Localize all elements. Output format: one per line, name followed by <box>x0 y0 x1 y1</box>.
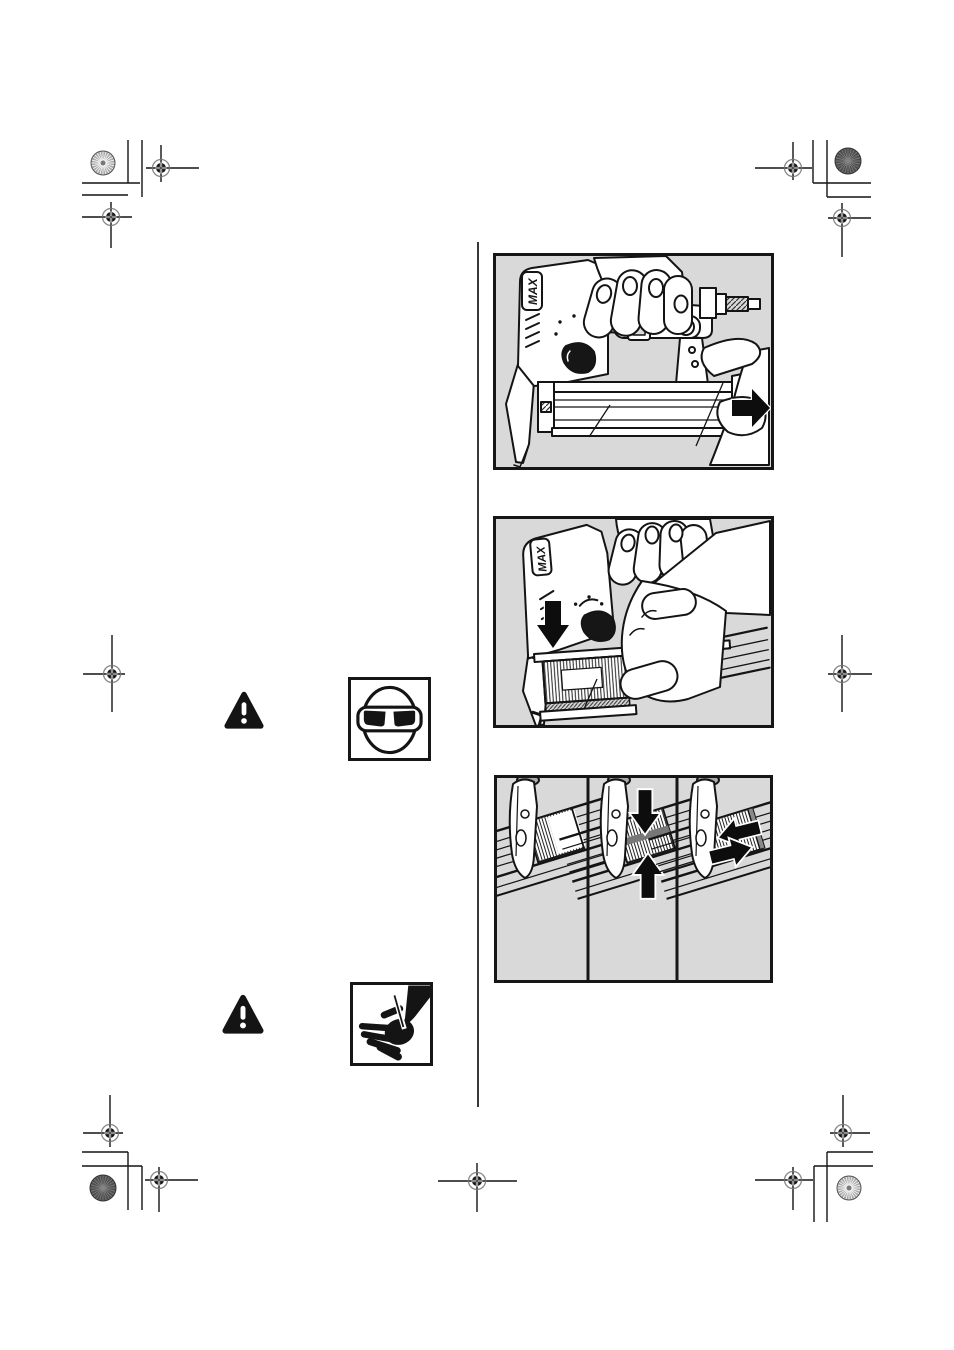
figure-insert-strip-panel <box>493 516 774 728</box>
strip-insert-illustration <box>496 519 771 725</box>
nailer-illustration <box>496 256 771 467</box>
safety-goggles-icon <box>348 677 431 761</box>
figure-strip-steps-panel <box>494 775 773 983</box>
max-logo-text: MAX <box>526 278 540 305</box>
warning-triangle-icon <box>224 688 264 732</box>
gripping-hand <box>580 256 692 341</box>
max-logo-text: MAX <box>535 545 550 573</box>
figure-pull-slider-panel <box>493 253 774 470</box>
strip-steps-illustration <box>497 778 770 980</box>
hand-injury-icon <box>350 982 433 1066</box>
warning-triangle-icon <box>222 992 264 1036</box>
